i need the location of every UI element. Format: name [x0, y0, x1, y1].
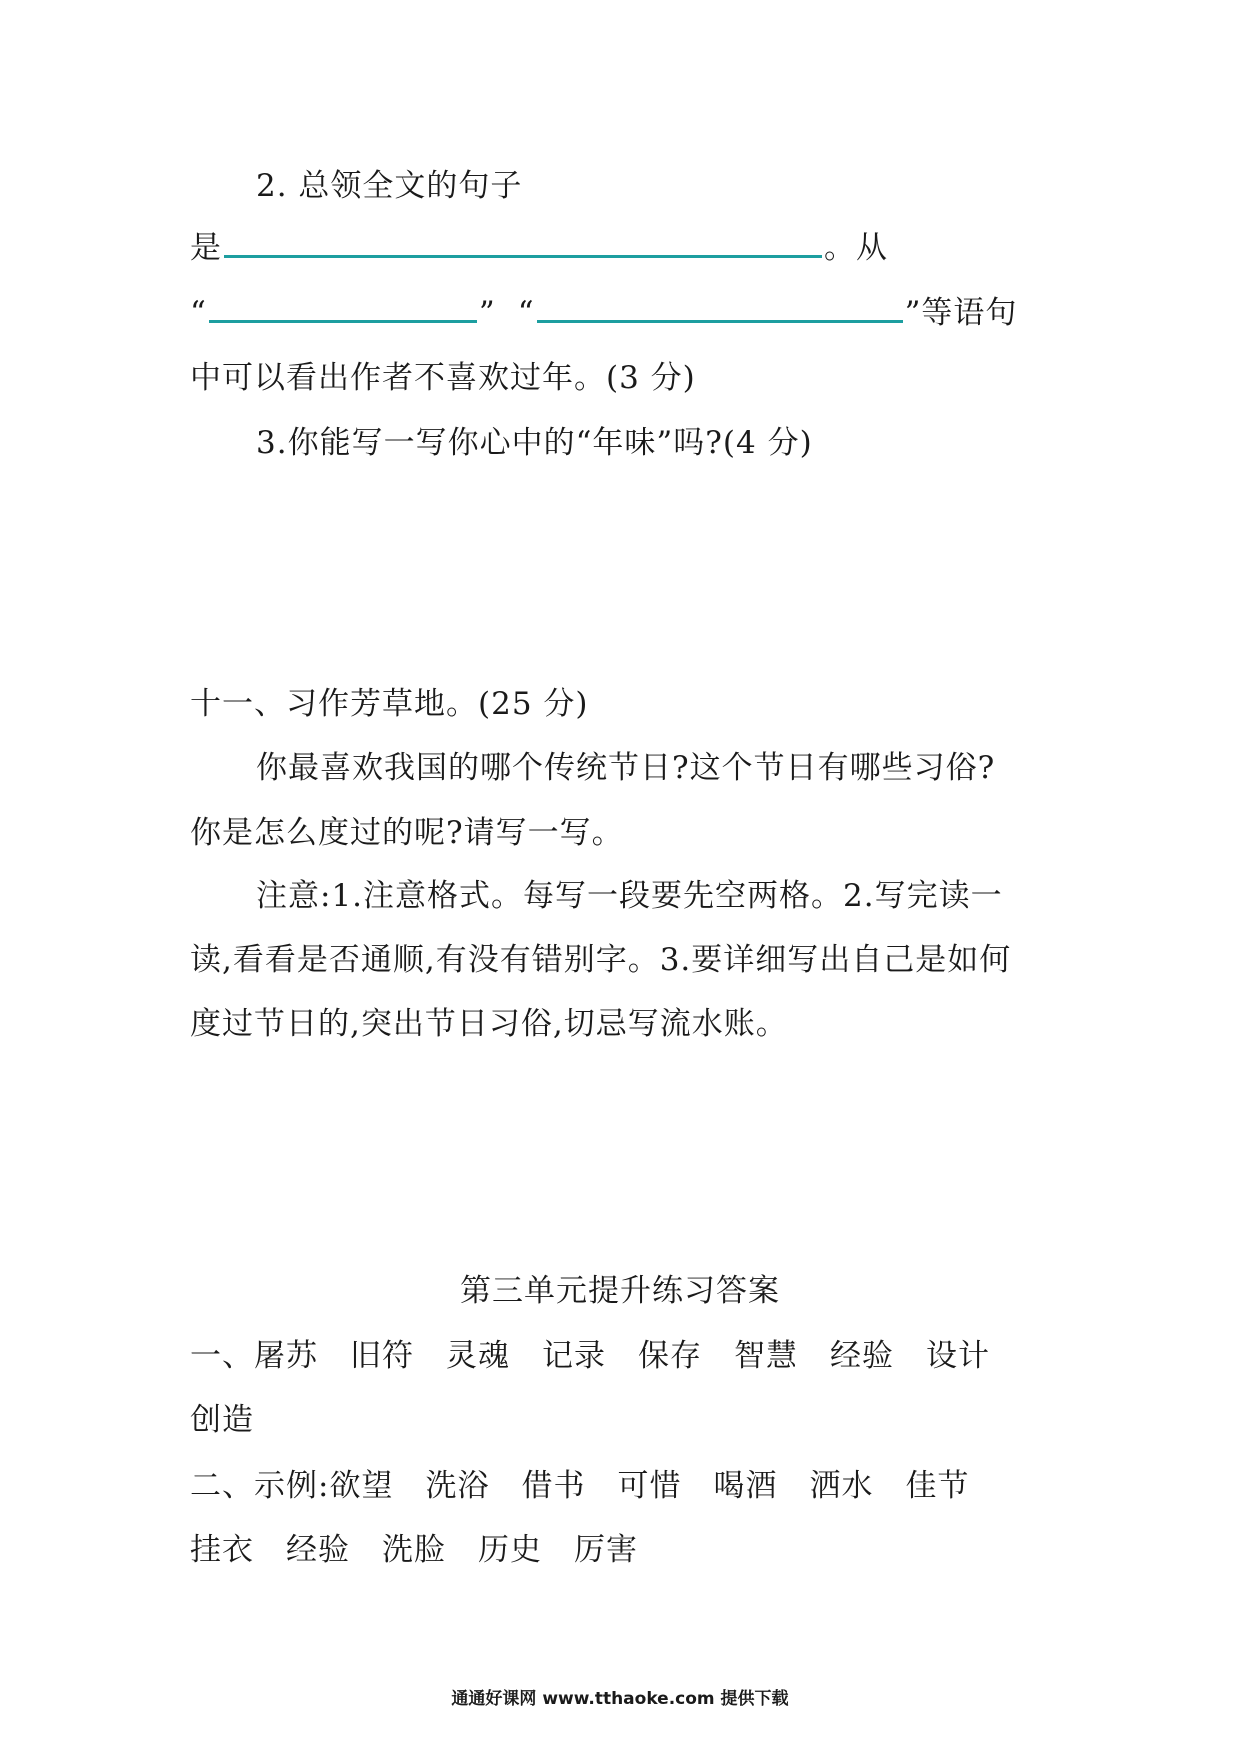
answers-part1-row1 [190, 1336, 990, 1376]
q2-line2 [190, 228, 888, 268]
answer-word: 历史 [478, 1532, 542, 1568]
q2-line2-start: 是 [190, 230, 222, 266]
q3-prompt: 3.你能写一写你心中的“年味”吗?(4 分) [256, 425, 813, 461]
note-text-3: 度过节日的,突出节日习俗,切忌写流水账。 [190, 1006, 788, 1042]
answer-word: 佳节 [905, 1468, 970, 1504]
q2-line3 [190, 293, 1017, 333]
answers-part2-row2 [190, 1530, 638, 1570]
answers-title-text: 第三单元提升练习答案 [460, 1273, 780, 1309]
quote-open-2: “ [517, 295, 535, 331]
answer-word: 经验 [286, 1532, 350, 1568]
quote-open-1: “ [190, 295, 207, 331]
section11-heading [190, 684, 589, 724]
answers-title [0, 1271, 1240, 1311]
q2-line1 [256, 166, 522, 206]
answer-word: 设计 [926, 1338, 990, 1374]
answers-part1-row2 [190, 1400, 254, 1440]
quote-close-1: ” [478, 295, 496, 331]
q3-line [256, 423, 813, 463]
section11-prompt-line1 [256, 748, 995, 788]
q2-line2-end: 。从 [824, 230, 888, 266]
answer-word: 创造 [190, 1402, 254, 1438]
answer-word: 欲望 [329, 1468, 394, 1504]
answer-word: 记录 [542, 1338, 606, 1374]
answer-blank-1[interactable] [224, 229, 822, 258]
answer-word: 保存 [638, 1338, 702, 1374]
q2-prompt: 2. 总领全文的句子 [256, 168, 523, 204]
footer-text: 通通好课网 www.tthaoke.com 提供下载 [451, 1689, 789, 1709]
q2-conclusion: 中可以看出作者不喜欢过年。(3 分) [190, 360, 696, 396]
answer-word: 屠苏 [254, 1338, 318, 1374]
q2-line4 [190, 358, 696, 398]
prompt-text-1: 你最喜欢我国的哪个传统节日?这个节日有哪些习俗? [256, 750, 996, 786]
section11-note-line2 [190, 940, 1011, 980]
note-text-2: 读,看看是否通顺,有没有错别字。3.要详细写出自己是如何 [190, 942, 1012, 978]
section11-note-line3 [190, 1004, 788, 1044]
answer-word: 洒水 [809, 1468, 874, 1504]
answer-word: 旧符 [350, 1338, 414, 1374]
quote-close-2: ”等语句 [904, 295, 1018, 331]
section11-prompt-line2 [190, 813, 624, 853]
answer-blank-2[interactable] [209, 294, 477, 323]
answer-word: 借书 [521, 1468, 586, 1504]
answers-part2-row1 [190, 1466, 969, 1506]
answer-word: 喝酒 [713, 1468, 778, 1504]
answer-word: 挂衣 [190, 1532, 254, 1568]
answer-word: 经验 [830, 1338, 894, 1374]
part2-label: 二、示例: [190, 1468, 330, 1504]
note-text-1: 注意:1.注意格式。每写一段要先空两格。2.写完读一 [256, 878, 1003, 914]
section11-title: 十一、习作芳草地。(25 分) [190, 686, 589, 722]
prompt-text-2: 你是怎么度过的呢?请写一写。 [190, 815, 624, 851]
answer-word: 厉害 [574, 1532, 638, 1568]
page-footer [0, 1684, 1240, 1709]
answer-word: 灵魂 [446, 1338, 510, 1374]
section11-note-line1 [256, 876, 1003, 916]
answer-word: 洗脸 [382, 1532, 446, 1568]
part1-label: 一、 [190, 1338, 254, 1374]
answer-blank-3[interactable] [537, 294, 903, 323]
answer-word: 洗浴 [425, 1468, 490, 1504]
answer-word: 智慧 [734, 1338, 798, 1374]
answer-word: 可惜 [617, 1468, 682, 1504]
